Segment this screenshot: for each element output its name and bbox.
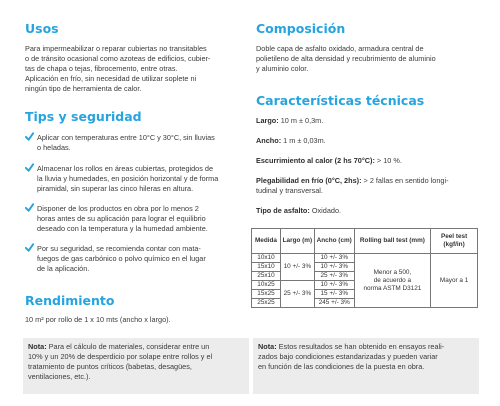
composicion-text: [256, 44, 478, 74]
nota-materiales-box: [23, 338, 249, 394]
tip-line: o heladas.: [37, 142, 71, 152]
tip-line: Almacenar los rollos en áreas cubiertas, protegidos de: [37, 164, 214, 173]
medida-cell: 25x25: [252, 299, 281, 308]
caracteristicas-heading: Características técnicas: [256, 93, 425, 108]
rendimiento-text: 10 m² por rollo de 1 x 10 mts (ancho x largo).: [25, 315, 171, 324]
usos-line: tas de chapa o tejas, fibrocemento, entre otras.: [25, 63, 178, 73]
medida-cell: 10x10: [252, 254, 281, 263]
rolling-line: norma ASTM D3121: [363, 284, 422, 292]
peel-test-cell: Mayor a 1: [431, 254, 478, 308]
tip-line: Aplicar con temperaturas entre 10°C y 30°C, sin lluvias: [37, 133, 215, 142]
table-row: [252, 254, 478, 263]
column-header: Rolling ball test (mm): [354, 229, 431, 254]
tip-line: la lluvia y humedades, en posición horizontal y de forma: [37, 173, 219, 183]
check-icon: [25, 243, 34, 252]
tip-line: Disponer de los productos en obra por lo menos 2: [37, 204, 199, 213]
column-header: Peel test (kgf/in): [431, 229, 478, 254]
nota-line: 10% y un 20% de desperdicio por solape entre rollos y el: [28, 351, 213, 361]
spec-value: > 2 fallas en sentido longi-: [361, 176, 449, 185]
spec-label: Plegabilidad en frío (0°C, 2hs):: [256, 176, 362, 185]
medida-cell: 15x25: [252, 290, 281, 299]
medida-cell: 10x25: [252, 281, 281, 290]
ancho-cell: 10 +/- 3%: [314, 254, 354, 263]
tip-line: de la aplicación.: [37, 263, 90, 273]
column-header: Ancho (cm): [314, 229, 354, 254]
tip-line: horas antes de su aplicación para lograr el equilibrio: [37, 213, 206, 223]
nota-label: Nota:: [258, 342, 277, 351]
spec-table: [251, 228, 478, 308]
composicion-line: polietileno de alta densidad y recubrimiento de aluminio: [256, 53, 436, 63]
composicion-line: y aluminio color.: [256, 63, 309, 73]
tip-item: [25, 204, 247, 234]
spec-value: > 10 %.: [374, 156, 402, 165]
rendimiento-heading: Rendimiento: [25, 293, 115, 308]
column-header: Medida: [252, 229, 281, 254]
medida-cell: 15x10: [252, 263, 281, 272]
table-header-row: [252, 229, 478, 254]
ancho-cell: 15 +/- 3%: [314, 290, 354, 299]
spec-largo: [256, 116, 323, 126]
spec-ancho: [256, 136, 326, 146]
spec-value: 1 m ± 0,03m.: [281, 136, 326, 145]
ancho-cell: 10 +/- 3%: [314, 263, 354, 272]
rolling-line: de acuerdo a: [373, 276, 412, 284]
largo-cell: 25 +/- 3%: [280, 281, 314, 308]
rolling-line: Menor a 500,: [373, 268, 412, 276]
spec-value: 10 m ± 0,3m.: [278, 116, 324, 125]
usos-heading: Usos: [25, 21, 59, 36]
spec-label: Tipo de asfalto:: [256, 206, 310, 215]
spec-tipo: [256, 206, 341, 216]
tip-item: [25, 244, 247, 274]
tip-line: Por su seguridad, se recomienda contar con mata-: [37, 244, 201, 253]
column-header: Largo (m): [280, 229, 314, 254]
usos-line: o de tránsito ocasional como azoteas de edificios, cubier-: [25, 53, 211, 63]
spec-plegabilidad: [256, 176, 478, 196]
nota-line: Estos resultados se han obtenido en ensayos reali-: [276, 342, 445, 351]
composicion-line: Doble capa de asfalto oxidado, armadura central de: [256, 44, 424, 53]
composicion-heading: Composición: [256, 21, 346, 36]
nota-line: Para el cálculo de materiales, considerar entre un: [46, 342, 210, 351]
usos-line: Aplicación en frío, sin necesidad de utilizar soplete ni: [25, 73, 197, 83]
spec-value: tudinal y transversal.: [256, 185, 323, 195]
nota-line: tratamiento de puntos críticos (babetas, desagües,: [28, 361, 192, 371]
usos-text: [25, 44, 247, 94]
nota-label: Nota:: [28, 342, 47, 351]
tip-item: [25, 133, 247, 153]
largo-cell: 10 +/- 3%: [280, 254, 314, 281]
spec-label: Ancho:: [256, 136, 282, 145]
ancho-cell: 245 +/- 3%: [314, 299, 354, 308]
check-icon: [25, 132, 34, 141]
nota-line: ventilaciones, etc.).: [28, 371, 91, 381]
tip-line: deseado con la temperatura y la humedad ambiente.: [37, 223, 208, 233]
usos-line: ningún tipo de herramienta de calor.: [25, 83, 142, 93]
usos-line: Para impermeabilizar o reparar cubiertas no transitables: [25, 44, 207, 53]
tips-heading: Tips y seguridad: [25, 109, 142, 124]
ancho-cell: 10 +/- 3%: [314, 281, 354, 290]
nota-resultados-box: [253, 338, 479, 394]
check-icon: [25, 163, 34, 172]
rolling-ball-cell: [354, 254, 431, 308]
medida-cell: 25x10: [252, 272, 281, 281]
check-icon: [25, 203, 34, 212]
ancho-cell: 25 +/- 3%: [314, 272, 354, 281]
spec-value: Oxidado.: [309, 206, 342, 215]
tip-line: fuegos de gas carbónico o polvo químico en el lugar: [37, 253, 206, 263]
spec-label: Escurrimiento al calor (2 hs 70°C):: [256, 156, 375, 165]
nota-line: zados bajo condiciones estandarizadas y pueden variar: [258, 351, 438, 361]
spec-label: Largo:: [256, 116, 279, 125]
nota-line: en función de las condiciones de la puesta en obra.: [258, 361, 425, 371]
tip-line: piramidal, sin superar las cinco hileras en altura.: [37, 183, 194, 193]
tip-item: [25, 164, 247, 194]
spec-escurrimiento: [256, 156, 402, 166]
